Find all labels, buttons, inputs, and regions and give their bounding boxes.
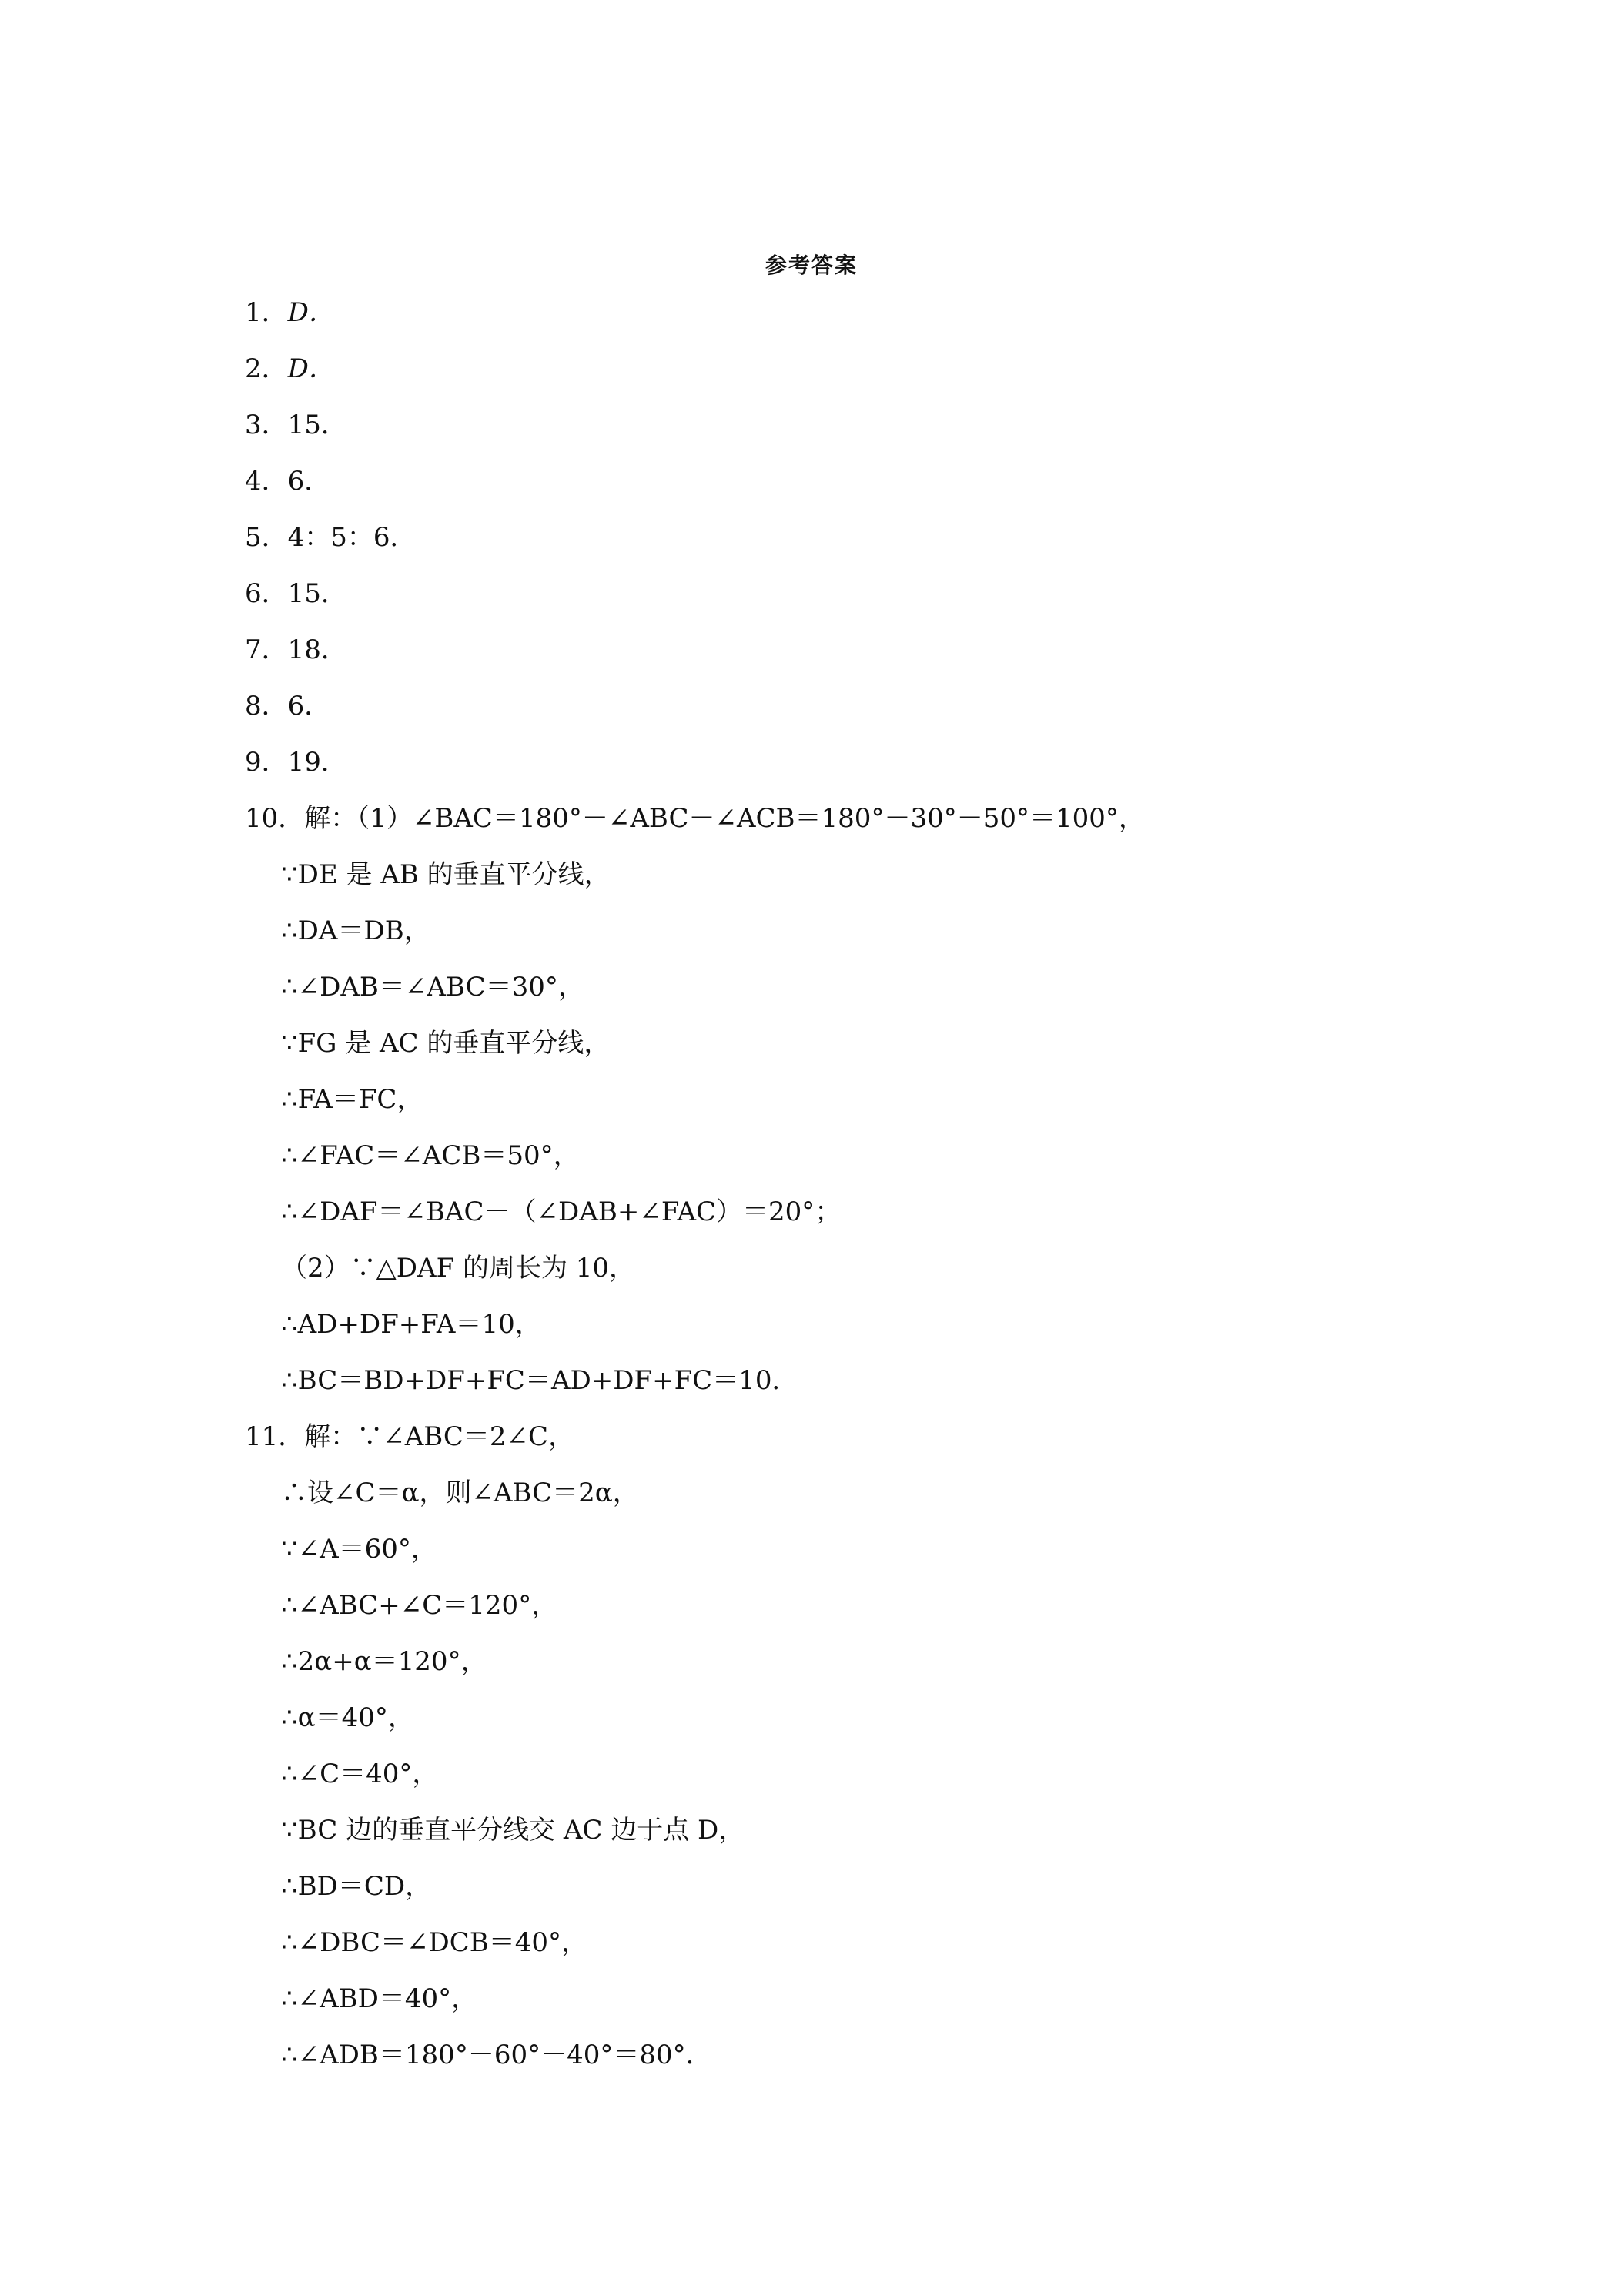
q10-line-11: ∴BC＝BD+DF+FC＝AD+DF+FC＝10． <box>281 1365 798 1396</box>
answer-9: 9．19． <box>245 747 347 778</box>
q10-line-3: ∴DA＝DB， <box>281 915 430 946</box>
answer-3: 3．15． <box>245 410 347 440</box>
q11-line-9: ∴BD＝CD， <box>281 1871 432 1902</box>
q11-line-3: ∵∠A＝60°， <box>281 1534 437 1565</box>
page-title: 参考答案 <box>765 253 858 278</box>
q11-line-10: ∴∠DBC＝∠DCB＝40°， <box>281 1927 588 1958</box>
q10-line-2: ∵DE 是 AB 的垂直平分线， <box>281 859 611 890</box>
q10-line-4: ∴∠DAB＝∠ABC＝30°， <box>281 972 584 1002</box>
q10-line-1: 10．解：（1）∠BAC＝180°－∠ABC－∠ACB＝180°－30°－50°＝100°， <box>245 803 1145 834</box>
q10-line-10: ∴AD+DF+FA＝10， <box>281 1309 541 1340</box>
answer-1: 1．D． <box>245 297 335 328</box>
q10-line-9: （2）∵△DAF 的周长为 10， <box>281 1253 636 1284</box>
answer-8: 8．6． <box>245 691 331 721</box>
answer-7: 7．18． <box>245 634 347 665</box>
answer-6: 6．15． <box>245 578 347 609</box>
q10-line-5: ∵FG 是 AC 的垂直平分线， <box>281 1028 611 1059</box>
q10-line-7: ∴∠FAC＝∠ACB＝50°， <box>281 1140 580 1171</box>
q11-line-2: ∴设∠C＝α，则∠ABC＝2α， <box>281 1478 639 1508</box>
q11-line-12: ∴∠ADB＝180°－60°－40°＝80°． <box>281 2040 712 2070</box>
q11-line-7: ∴∠C＝40°， <box>281 1759 439 1789</box>
answer-2: 2．D． <box>245 353 335 384</box>
answer-4: 4．6． <box>245 466 331 497</box>
q10-line-6: ∴FA＝FC， <box>281 1084 423 1115</box>
answer-5: 5．4：5：6． <box>245 522 417 553</box>
q11-line-5: ∴2α+α＝120°， <box>281 1646 487 1677</box>
q11-line-6: ∴α＝40°， <box>281 1702 414 1733</box>
q11-line-11: ∴∠ABD＝40°， <box>281 1983 478 2014</box>
q11-line-8: ∵BC 边的垂直平分线交 AC 边于点 D， <box>281 1815 745 1846</box>
q11-line-4: ∴∠ABC+∠C＝120°， <box>281 1590 558 1621</box>
q11-line-1: 11．解：∵∠ABC＝2∠C， <box>245 1421 575 1452</box>
q10-line-8: ∴∠DAF＝∠BAC－（∠DAB+∠FAC）＝20°； <box>281 1197 842 1227</box>
